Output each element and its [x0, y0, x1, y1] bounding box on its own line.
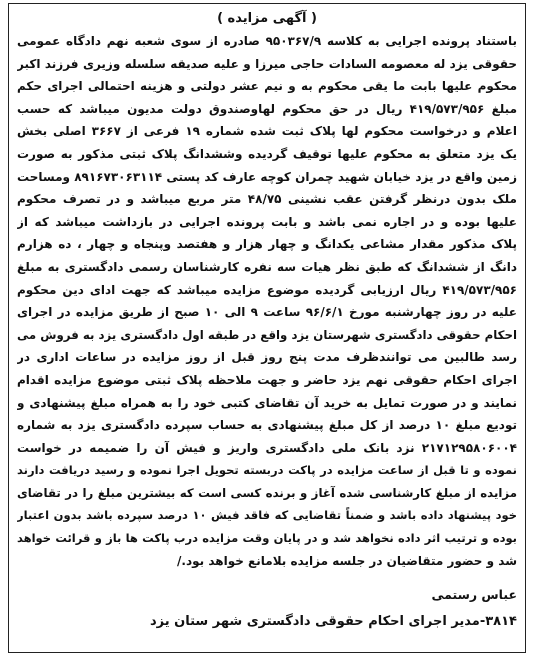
body-line: احکام حقوقی دادگستری شهرستان یزد واقع در طبقه اول دادگستری یزد به فروش می	[17, 327, 517, 342]
body-line: مبلغ ۴۱۹/۵۷۳/۹۵۶ ریال در حق محکوم لهاوصندوق دولت مدیون میباشد که حسب	[17, 101, 517, 116]
body-line: ۴۱۹/۵۷۳/۹۵۶ ریال ارزیابی گردیده موضوع مزایده میباشد که جهت ادای دین محکوم	[17, 282, 517, 297]
body-line: پلاک مذکور مقدار مشاعی یکدانگ و چهار هزار و هفتصد وپنجاه و چهار ، ده هزارم	[17, 237, 517, 252]
signer-office: ۳۸۱۴-مدیر اجرای احکام حقوقی دادگستری شهر ستان یزد	[149, 614, 517, 630]
body-line: خود پیشنهاد داده باشد و ضمناً تقاضایی که فاقد فیش ۱۰ درصد سپرده باشد بدون اعتبار	[17, 508, 517, 523]
notice-title: ( آگهی مزایده )	[217, 11, 317, 26]
signer-name: عباس رستمی	[431, 587, 517, 603]
body-line: نموده و تا قبل از ساعت مزایده در پاکت دربسته تحویل اجرا نموده و رسید دریافت دارند	[17, 463, 517, 478]
body-line: علیه در روز چهارشنبه مورخ ۹۶/۶/۱ ساعت ۹ الی ۱۰ صبح از طریق مزایده در اجرای	[17, 305, 517, 320]
body-line: رسد طالبین می توانندظرف مدت پنج روز قبل از روز مزایده در ساعات اداری در	[17, 350, 517, 365]
auction-notice	[8, 3, 526, 653]
body-line: شد و حضور متقاضیان در جلسه مزایده بلامانع خواهد بود./	[177, 553, 517, 568]
body-line: نمایند و در صورت تمایل به خرید آن تقاضای کتبی خود را به همراه مبلغ پیشنهادی و	[17, 395, 517, 410]
body-line: علیها بوده و در اجاره نمی باشد و بابت پرونده اجرایی در بازداشت میباشد که از	[17, 214, 517, 229]
body-line: زمین واقع در یزد خیابان شهید چمران کوچه عارف کد پستی ۸۹۱۶۷۳۰۶۳۱۱۴ ومساحت	[17, 169, 517, 184]
body-line: محکوم علیها بابت ما یقی محکوم به و نیم عشر دولتی و هزینه احتمالی اجرای حکم	[17, 79, 517, 94]
body-line: حقوقی یزد له معصومه السادات حاجی میرزا و علیه صدیقه سلسله وزیری فرزند اکبر	[17, 56, 517, 71]
body-line: ۲۱۷۱۲۹۵۸۰۶۰۰۴ نزد بانک ملی دادگستری واریز و فیش آن را ضمیمه در خواست	[17, 440, 517, 455]
body-line: بوده و ترتیب اثر داده نخواهد شد و در پایان وقت مزایده درب پاکت ها باز و قرائت خواهد	[17, 531, 517, 546]
notice-body	[17, 30, 517, 572]
body-line: اجرای احکام حقوقی نهم یزد حاضر و جهت ملاحظه پلاک ثبتی موضوع مزایده اقدام	[17, 372, 517, 387]
body-line: تودیع مبلغ ۱۰ درصد از کل مبلغ پیشنهادی به حساب سپرده دادگستری یزد به شماره	[17, 418, 517, 433]
body-line: یک یزد متعلق به محکوم علیها توقیف گردیده وششدانگ پلاک ثبتی مذکور به صورت	[17, 146, 517, 161]
body-line: ملک بدون درنظر گرفتن عقب نشینی ۴۸/۷۵ متر مربع میباشد و در تصرف محکوم	[17, 192, 517, 207]
body-line: باستناد پرونده اجرایی به کلاسه ۹۵۰۳۶۷/۹ صادره از سوی شعبه نهم دادگاه عمومی	[17, 34, 517, 48]
body-line: اعلام و درخواست محکوم لها پلاک ثبت شده شماره ۱۹ فرعی از ۳۶۶۷ اصلی بخش	[17, 124, 517, 139]
body-line: دانگ از ششدانگ که طبق نظر هیات سه نفره کارشناسان رسمی دادگستری به مبلغ	[17, 259, 517, 274]
body-line: مزایده از مبلغ کارشناسی شده آغاز و برنده کسی است که بیشترین مبلغ را در تقاضای	[17, 485, 517, 500]
